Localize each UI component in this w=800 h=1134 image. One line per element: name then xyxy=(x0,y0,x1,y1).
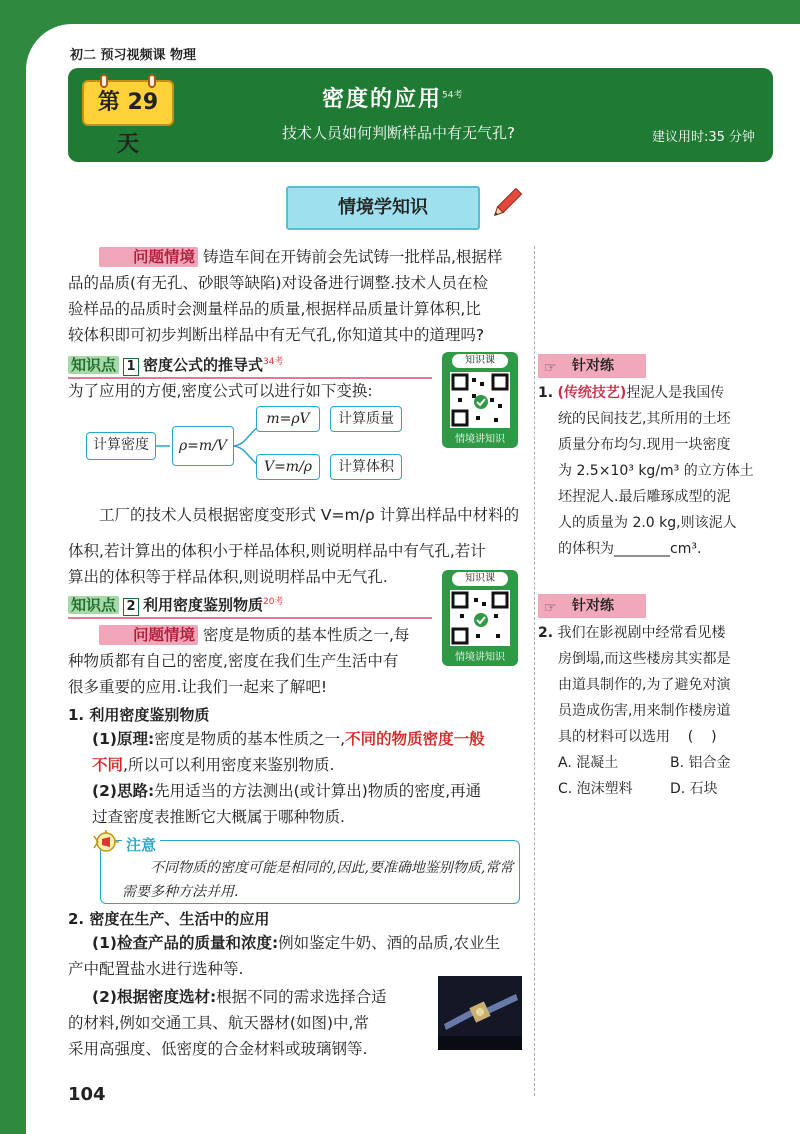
kp2-intro-line: 种物质都有自己的密度,密度在我们生产生活中有 xyxy=(68,652,399,670)
option-c[interactable]: C. 泡沫塑料 xyxy=(558,781,633,797)
section-2-heading: 2. 密度在生产、生活中的应用 xyxy=(68,910,270,928)
kp-title: 密度公式的推导式 xyxy=(143,356,264,374)
practice-1-line: 统的民间技艺,其所用的土坯 xyxy=(558,411,731,427)
section-heading: 情境学知识 xyxy=(286,186,480,230)
section-1-heading: 1. 利用密度鉴别物质 xyxy=(68,706,210,724)
practice-2-line: 具的材料可以选用 ( ) xyxy=(558,729,717,745)
practice-1-text: 捏泥人是我国传 xyxy=(626,385,725,401)
pointing-hand-icon: ☞ xyxy=(544,360,557,376)
intro-line: 较体积即可初步判断出样品中有无气孔,你知道其中的道理吗? xyxy=(68,326,485,344)
kp1-description: 为了应用的方便,密度公式可以进行如下变换: xyxy=(68,382,373,400)
calc-mass-box: 计算质量 xyxy=(330,406,402,432)
option-b[interactable]: B. 铝合金 xyxy=(670,755,731,771)
calendar-ring-icon xyxy=(100,74,108,88)
kp-number: 2 xyxy=(123,598,139,616)
note-title: 注意 xyxy=(122,834,160,855)
quality-label: (1)检查产品的质量和浓度: xyxy=(92,934,279,952)
material-paragraph-cont: 的材料,例如交通工具、航天器材(如图)中,常 xyxy=(68,1014,369,1032)
kp1-paragraph: 体积,若计算出的体积小于样品体积,则说明样品中有气孔,若计 xyxy=(68,542,486,560)
quality-text: 例如鉴定牛奶、酒的品质,农业生 xyxy=(278,934,501,952)
practice-1-number: 1. xyxy=(538,385,554,401)
qr-bottom-label: 情境讲知识 xyxy=(455,434,505,445)
method-paragraph xyxy=(92,778,532,804)
volume-formula-box: V=m/ρ xyxy=(256,454,320,480)
principle-highlight: 不同 xyxy=(92,756,124,774)
kp-tag: 知识点 xyxy=(68,356,119,374)
qr-code-card[interactable] xyxy=(442,352,518,448)
principle-paragraph-cont xyxy=(92,752,532,778)
page-title-text: 密度的应用 xyxy=(322,87,443,112)
material-text: 根据不同的需求选择合适 xyxy=(216,988,387,1006)
quality-paragraph-cont: 产中配置盐水进行选种等. xyxy=(68,960,244,978)
calc-density-box: 计算密度 xyxy=(86,432,156,460)
principle-label: (1)原理: xyxy=(92,730,155,748)
note-text: 不同物质的密度可能是相同的,因此,要准确地鉴别物质,常常需要多种方法并用. xyxy=(122,860,514,900)
kp-tag: 知识点 xyxy=(68,596,119,614)
practice-2-line: 房倒塌,而这些楼房其实都是 xyxy=(558,651,731,667)
method-label: (2)思路: xyxy=(92,782,155,800)
knowledge-point-2 xyxy=(68,594,432,619)
kp-points: 20考 xyxy=(263,597,284,607)
option-d[interactable]: D. 石块 xyxy=(670,781,718,797)
kp1-paragraph: 算出的体积等于样品体积,则说明样品中无气孔. xyxy=(68,568,388,586)
qr-top-label: 知识课 xyxy=(452,354,508,368)
principle-paragraph xyxy=(92,726,532,752)
principle-highlight: 不同的物质密度一般 xyxy=(345,730,485,748)
intro-line: 铸造车间在开铸前会先试铸一批样品,根据样 xyxy=(202,248,503,266)
kp2-intro xyxy=(68,622,438,648)
practice-1-line: 质量分布均匀.现用一块密度 xyxy=(558,437,731,453)
intro-line: 品的品质(有无孔、砂眼等缺陷)对设备进行调整.技术人员在检 xyxy=(68,274,489,292)
qr-code-card[interactable] xyxy=(442,570,518,666)
practice-2-heading xyxy=(538,594,646,618)
practice-2-heading-text: 针对练 xyxy=(572,598,614,614)
kp1-paragraph: 工厂的技术人员根据密度变形式 V=m/ρ 计算出样品中材料的 xyxy=(99,506,520,524)
rho-formula-box: ρ=m/V xyxy=(172,426,234,466)
principle-text: 密度是物质的基本性质之一, xyxy=(154,730,346,748)
spacecraft-photo xyxy=(438,976,522,1050)
intro-paragraph xyxy=(68,244,528,270)
page-subtitle: 技术人员如何判断样品中有无气孔? xyxy=(282,124,515,142)
practice-1-line: 为 2.5×10³ kg/m³ 的立方体土 xyxy=(558,463,754,479)
practice-1-line: 人的质量为 2.0 kg,则该泥人 xyxy=(558,515,737,531)
qr-top-label: 知识课 xyxy=(452,572,508,586)
kp-number: 1 xyxy=(123,358,139,376)
qr-code-icon xyxy=(450,372,510,428)
method-text: 先用适当的方法测出(或计算出)物质的密度,再通 xyxy=(154,782,482,800)
practice-1-line xyxy=(538,380,778,406)
intro-line: 验样品的品质时会测量样品的质量,根据样品质量计算体积,比 xyxy=(68,300,481,318)
megaphone-icon xyxy=(92,830,120,854)
qr-code-icon xyxy=(450,590,510,646)
day-badge xyxy=(82,80,174,157)
quality-paragraph xyxy=(92,930,532,956)
kp2-intro-line: 很多重要的应用.让我们一起来了解吧! xyxy=(68,678,328,696)
day-label: 第 29 天 xyxy=(97,90,159,157)
calendar-ring-icon xyxy=(148,74,156,88)
practice-2-line xyxy=(538,620,778,646)
option-a[interactable]: A. 混凝土 xyxy=(558,755,619,771)
title-points: 54考 xyxy=(442,90,463,101)
practice-2-line: 员造成伤害,用来制作楼房道 xyxy=(558,703,731,719)
kp-title: 利用密度鉴别物质 xyxy=(143,596,264,614)
qr-bottom-label: 情境讲知识 xyxy=(455,652,505,663)
practice-2-number: 2. xyxy=(538,625,554,641)
mass-formula-box: m=ρV xyxy=(256,406,320,432)
title-banner xyxy=(68,68,773,162)
problem-tag: 问题情境 xyxy=(99,625,198,645)
material-paragraph xyxy=(92,984,452,1010)
practice-1-line: 坯捏泥人.最后雕琢成型的泥 xyxy=(558,489,731,505)
page-title xyxy=(322,82,462,113)
grade-label: 初二 预习视频课 物理 xyxy=(70,48,197,63)
page xyxy=(26,24,800,1134)
practice-1-answer-blank[interactable]: 的体积为________cm³. xyxy=(558,541,702,557)
material-paragraph-cont: 采用高强度、低密度的合金材料或玻璃钢等. xyxy=(68,1040,368,1058)
material-label: (2)根据密度选材: xyxy=(92,988,217,1006)
principle-text: ,所以可以利用密度来鉴别物质. xyxy=(123,756,335,774)
column-divider xyxy=(534,246,535,1096)
pointing-hand-icon: ☞ xyxy=(544,600,557,616)
method-paragraph-cont: 过查密度表推断它大概属于哪种物质. xyxy=(92,808,345,826)
practice-1-tag: (传统技艺) xyxy=(557,385,627,401)
knowledge-point-1 xyxy=(68,354,432,379)
page-number: 104 xyxy=(68,1084,106,1105)
pencil-icon xyxy=(486,184,526,224)
kp-points: 34考 xyxy=(263,357,284,367)
practice-1-heading xyxy=(538,354,646,378)
practice-1-heading-text: 针对练 xyxy=(572,358,614,374)
suggested-time: 建议用时:35 分钟 xyxy=(651,130,755,145)
calc-volume-box: 计算体积 xyxy=(330,454,402,480)
practice-2-line: 由道具制作的,为了避免对演 xyxy=(558,677,731,693)
kp2-intro-line: 密度是物质的基本性质之一,每 xyxy=(202,626,410,644)
problem-tag: 问题情境 xyxy=(99,247,198,267)
practice-2-text: 我们在影视剧中经常看见楼 xyxy=(557,625,726,641)
